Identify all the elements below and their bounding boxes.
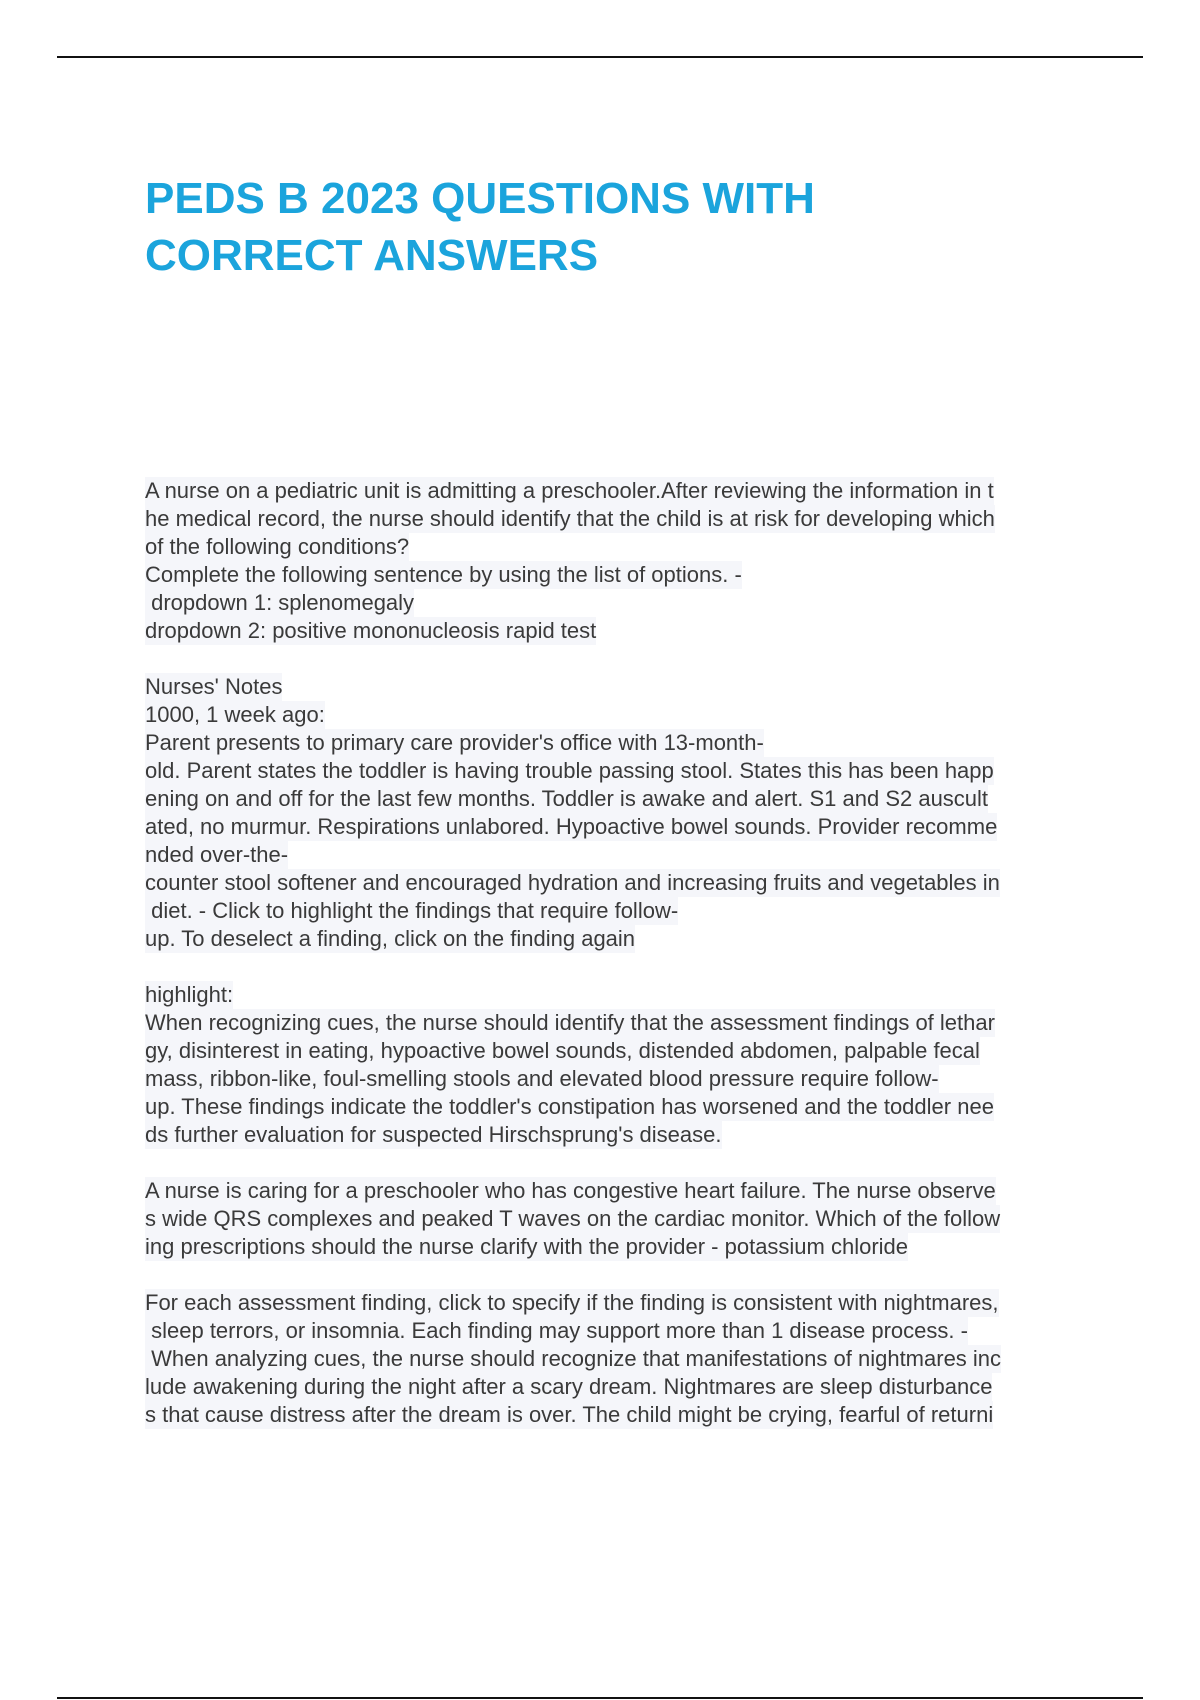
- document-body: [145, 477, 1105, 1457]
- paragraph-question-sleep: [145, 1289, 1105, 1429]
- text-line: lude awakening during the night after a scary dream. Nightmares are sleep disturbance: [145, 1374, 993, 1399]
- text-line: 1000, 1 week ago:: [145, 702, 325, 727]
- text-line: ds further evaluation for suspected Hirschsprung's disease.: [145, 1122, 722, 1147]
- bottom-rule: [57, 1697, 1143, 1699]
- paragraph-nurses-notes: [145, 673, 1105, 953]
- text-line: When recognizing cues, the nurse should identify that the assessment findings of lethar: [145, 1010, 995, 1035]
- text-line: of the following conditions?: [145, 534, 410, 559]
- text-line: For each assessment finding, click to specify if the finding is consistent with nightmares,: [145, 1290, 999, 1315]
- paragraph-question-chf: [145, 1177, 1105, 1261]
- text-line: up. To deselect a finding, click on the finding again: [145, 926, 636, 951]
- text-line: he medical record, the nurse should identify that the child is at risk for developing which: [145, 506, 995, 531]
- text-line: A nurse is caring for a preschooler who has congestive heart failure. The nurse observe: [145, 1178, 996, 1203]
- document-title: [145, 170, 1105, 284]
- text-line: highlight:: [145, 982, 234, 1007]
- title-line-2: CORRECT ANSWERS: [145, 231, 599, 280]
- text-line: sleep terrors, or insomnia. Each finding may support more than 1 disease process. -: [145, 1318, 968, 1343]
- text-line: A nurse on a pediatric unit is admitting a preschooler.After reviewing the information in t: [145, 478, 994, 503]
- text-line: old. Parent states the toddler is having trouble passing stool. States this has been happ: [145, 758, 994, 783]
- text-line: Nurses' Notes: [145, 674, 283, 699]
- text-line: s wide QRS complexes and peaked T waves on the cardiac monitor. Which of the follow: [145, 1206, 1001, 1231]
- paragraph-question-1: [145, 477, 1105, 645]
- text-line: When analyzing cues, the nurse should recognize that manifestations of nightmares inc: [145, 1346, 1002, 1371]
- text-line: counter stool softener and encouraged hydration and increasing fruits and vegetables in: [145, 870, 1000, 895]
- text-line: ated, no murmur. Respirations unlabored. Hypoactive bowel sounds. Provider recomme: [145, 814, 998, 839]
- text-line: gy, disinterest in eating, hypoactive bowel sounds, distended abdomen, palpable fecal: [145, 1038, 980, 1063]
- text-line: dropdown 2: positive mononucleosis rapid test: [145, 618, 597, 643]
- text-line: ening on and off for the last few months. Toddler is awake and alert. S1 and S2 auscult: [145, 786, 989, 811]
- text-line: Complete the following sentence by using the list of options. -: [145, 562, 742, 587]
- top-rule: [57, 56, 1143, 58]
- text-line: ing prescriptions should the nurse clarify with the provider - potassium chloride: [145, 1234, 909, 1259]
- text-line: s that cause distress after the dream is over. The child might be crying, fearful of returni: [145, 1402, 994, 1427]
- text-line: mass, ribbon-like, foul-smelling stools and elevated blood pressure require follow-: [145, 1066, 939, 1091]
- text-line: dropdown 1: splenomegaly: [145, 590, 415, 615]
- text-line: nded over-the-: [145, 842, 289, 867]
- paragraph-highlight-answer: [145, 981, 1105, 1149]
- text-line: diet. - Click to highlight the findings that require follow-: [145, 898, 679, 923]
- text-line: Parent presents to primary care provider's office with 13-month-: [145, 730, 764, 755]
- title-line-1: PEDS B 2023 QUESTIONS WITH: [145, 174, 815, 223]
- text-line: up. These findings indicate the toddler's constipation has worsened and the toddler nee: [145, 1094, 994, 1119]
